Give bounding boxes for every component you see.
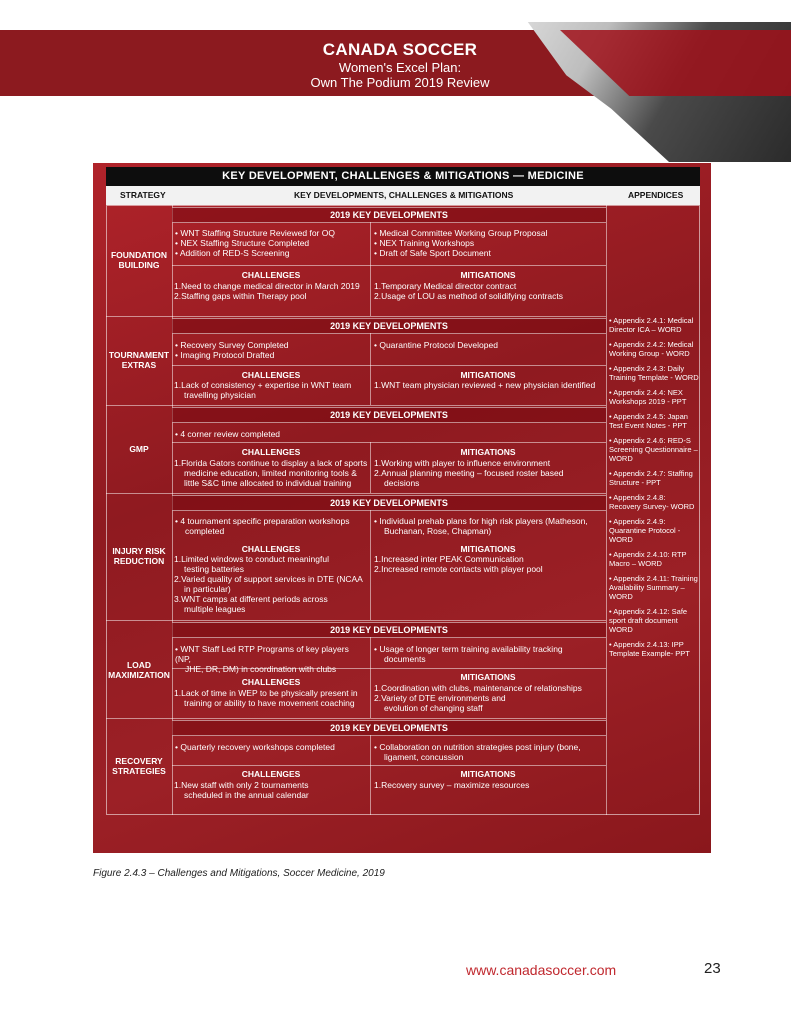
subtitle-line-2: Own The Podium 2019 Review xyxy=(310,75,490,90)
row-separator xyxy=(106,718,606,719)
dev-right-list: • Quarantine Protocol Developed xyxy=(374,340,498,350)
challenges-heading: CHALLENGES xyxy=(241,270,301,280)
subtitle-line-1: Women's Excel Plan: xyxy=(338,60,462,75)
mitigations-heading: MITIGATIONS xyxy=(460,769,516,779)
dev-left-list: • WNT Staff Led RTP Programs of key players (NP, JHE, DR, DM) in coordination with clubs xyxy=(175,644,349,674)
strategy-foundation-building: FOUNDATION BUILDING xyxy=(110,250,168,270)
sub-separator xyxy=(172,668,606,669)
key-developments-heading: 2019 KEY DEVELOPMENTS xyxy=(172,720,606,736)
dev-left-list: • Quarterly recovery workshops completed xyxy=(175,742,335,752)
challenges-list: 1.Limited windows to conduct meaningful testing batteries 2.Varied quality of support services in DTE (NCAA in particular) 3.WNT camps at different periods across multiple leagues xyxy=(174,554,363,614)
key-developments-heading: 2019 KEY DEVELOPMENTS xyxy=(172,622,606,638)
appendix-item: • Appendix 2.4.10: RTP Macro – WORD xyxy=(609,550,687,568)
mitigations-list: 1.WNT team physician reviewed + new physician identified xyxy=(374,380,596,390)
mitigations-heading: MITIGATIONS xyxy=(460,544,516,554)
challenges-heading: CHALLENGES xyxy=(241,370,301,380)
dev-left-list: • 4 tournament specific preparation workshops completed xyxy=(175,516,350,536)
appendices-list xyxy=(609,316,699,664)
row-separator xyxy=(106,405,606,406)
column-header-key: KEY DEVELOPMENTS, CHALLENGES & MITIGATIONS xyxy=(294,190,514,200)
appendix-item: • Appendix 2.4.4: NEX Workshops 2019 - PPT xyxy=(609,388,687,406)
mitigations-list: 1.Temporary Medical director contract 2.Usage of LOU as method of solidifying contracts xyxy=(374,281,563,301)
divider-mid xyxy=(370,333,371,405)
mitigations-list: 1.Coordination with clubs, maintenance of relationships 2.Variety of DTE environments and evolution of changing staff xyxy=(374,683,582,713)
mitigations-list: 1.Working with player to influence environment 2.Annual planning meeting – focused roster based decisions xyxy=(374,458,564,488)
challenges-list: 1.Lack of consistency + expertise in WNT team travelling physician xyxy=(174,380,352,400)
column-header-appendices: APPENDICES xyxy=(628,190,684,200)
figure-caption: Figure 2.4.3 – Challenges and Mitigations, Soccer Medicine, 2019 xyxy=(93,868,385,879)
mitigations-heading: MITIGATIONS xyxy=(460,370,516,380)
header-title-block xyxy=(270,40,530,90)
figure-title: KEY DEVELOPMENT, CHALLENGES & MITIGATIONS — MEDICINE xyxy=(106,167,700,186)
mitigations-list: 1.Recovery survey – maximize resources xyxy=(374,780,530,790)
appendix-item: • Appendix 2.4.8: Recovery Survey- WORD xyxy=(609,493,695,511)
key-developments-heading: 2019 KEY DEVELOPMENTS xyxy=(172,207,606,223)
sub-separator xyxy=(172,265,606,266)
sub-separator xyxy=(172,365,606,366)
challenges-heading: CHALLENGES xyxy=(241,447,301,457)
mitigations-heading: MITIGATIONS xyxy=(460,447,516,457)
mitigations-heading: MITIGATIONS xyxy=(460,672,516,682)
strategy-injury-risk-reduction: INJURY RISK REDUCTION xyxy=(112,546,166,566)
challenges-heading: CHALLENGES xyxy=(241,769,301,779)
brand-title: CANADA SOCCER xyxy=(322,40,478,59)
column-header-row xyxy=(106,186,700,205)
key-developments-heading: 2019 KEY DEVELOPMENTS xyxy=(172,495,606,511)
appendix-item: • Appendix 2.4.5: Japan Test Event Notes - PPT xyxy=(609,412,688,430)
sub-separator xyxy=(172,765,606,766)
appendix-item: • Appendix 2.4.1: Medical Director ICA – WORD xyxy=(609,316,694,334)
dev-right-list: • Usage of longer term training availability tracking documents xyxy=(374,644,563,664)
dev-left-list: • 4 corner review completed xyxy=(175,429,281,439)
page-number: 23 xyxy=(704,960,721,977)
footer-url-link[interactable]: www.canadasoccer.com xyxy=(466,962,617,978)
challenges-heading: CHALLENGES xyxy=(241,677,301,687)
dev-right-list: • Collaboration on nutrition strategies post injury (bone, ligament, concussion xyxy=(374,742,581,762)
appendix-item: • Appendix 2.4.2: Medical Working Group - WORD xyxy=(609,340,694,358)
strategy-load-maximization: LOAD MAXIMIZATION xyxy=(108,660,170,680)
appendix-item: • Appendix 2.4.11: Training Availability Summary – WORD xyxy=(609,574,698,601)
appendix-item: • Appendix 2.4.9: Quarantine Protocol - WORD xyxy=(609,517,681,544)
strategy-recovery-strategies: RECOVERY STRATEGIES xyxy=(112,756,166,776)
challenges-list: 1.New staff with only 2 tournaments scheduled in the annual calendar xyxy=(174,780,309,800)
dev-right-list: • Medical Committee Working Group Proposal • NEX Training Workshops • Draft of Safe Sport Document xyxy=(374,228,548,258)
sub-separator xyxy=(172,442,606,443)
appendix-item: • Appendix 2.4.13: IPP Template Example- PPT xyxy=(609,640,690,658)
appendix-item: • Appendix 2.4.3: Daily Training Template - WORD xyxy=(609,364,699,382)
mitigations-list: 1.Increased inter PEAK Communication 2.Increased remote contacts with player pool xyxy=(374,554,543,574)
dev-right-list: • Individual prehab plans for high risk players (Matheson, Buchanan, Rose, Chapman) xyxy=(374,516,588,536)
row-separator xyxy=(106,620,606,621)
dev-left-list: • Recovery Survey Completed • Imaging Protocol Drafted xyxy=(175,340,289,360)
strategy-gmp: GMP xyxy=(129,444,149,454)
challenges-list: 1.Florida Gators continue to display a lack of sports medicine education, limited monitoring tools & little S&C time allocated to individual training xyxy=(174,458,368,488)
divider-appendices xyxy=(606,205,607,815)
challenges-list: 1.Need to change medical director in March 2019 2.Staffing gaps within Therapy pool xyxy=(174,281,360,301)
dev-left-list: • WNT Staffing Structure Reviewed for OQ • NEX Staffing Structure Completed • Addition of RED-S Screening xyxy=(175,228,335,258)
key-developments-heading: 2019 KEY DEVELOPMENTS xyxy=(172,407,606,423)
column-header-strategy: STRATEGY xyxy=(120,190,166,200)
row-separator xyxy=(106,493,606,494)
mitigations-heading: MITIGATIONS xyxy=(460,270,516,280)
challenges-heading: CHALLENGES xyxy=(241,544,301,554)
challenges-list: 1.Lack of time in WEP to be physically present in training or ability to have movement coaching xyxy=(174,688,358,708)
appendix-item: • Appendix 2.4.6: RED-S Screening Questionnaire – WORD xyxy=(609,436,698,463)
row-separator xyxy=(106,316,606,317)
strategy-tournament-extras: TOURNAMENT EXTRAS xyxy=(108,350,170,370)
appendix-item: • Appendix 2.4.12: Safe sport draft document WORD xyxy=(609,607,688,634)
key-developments-heading: 2019 KEY DEVELOPMENTS xyxy=(172,318,606,334)
divider-mid xyxy=(370,510,371,620)
appendix-item: • Appendix 2.4.7: Staffing Structure - PPT xyxy=(609,469,693,487)
divider-mid xyxy=(370,222,371,316)
